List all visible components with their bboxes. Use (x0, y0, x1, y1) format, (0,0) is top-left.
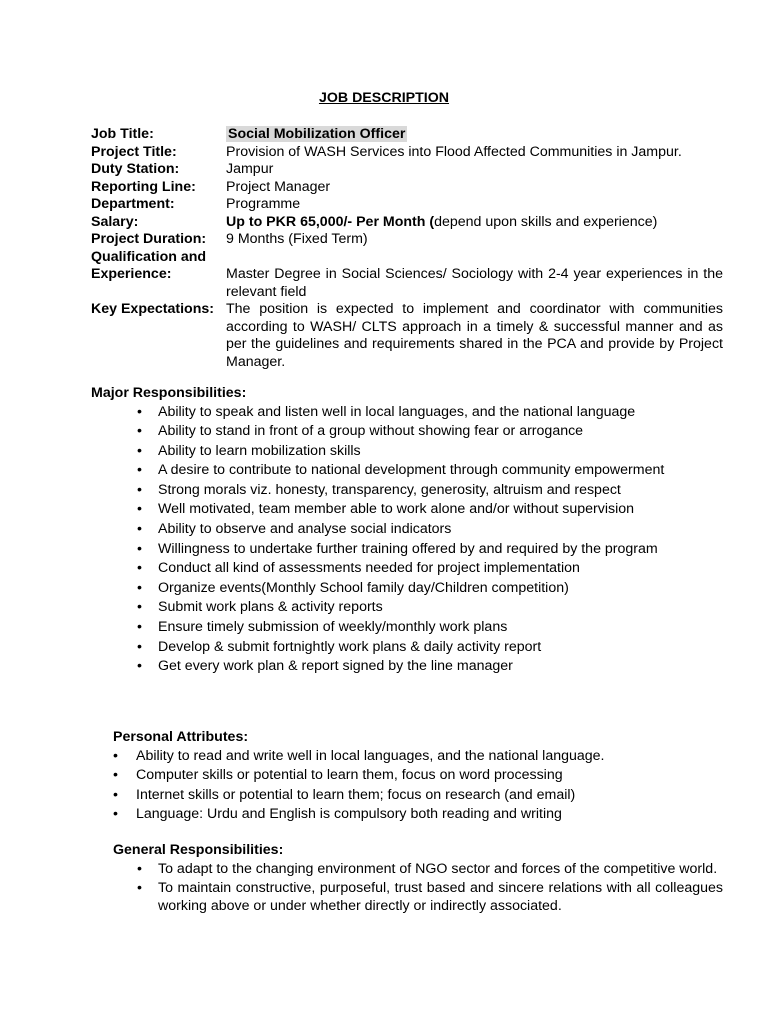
field-label: Department: (91, 196, 175, 212)
list-item-text: Develop & submit fortnightly work plans & daily activity report (158, 638, 542, 655)
list-item-text: To adapt to the changing environment of NGO sector and forces of the competitive world. (158, 860, 718, 877)
list-item (137, 462, 723, 480)
field-label: Reporting Line: (91, 178, 196, 195)
list-item-text: Ability to learn mobilization skills (158, 442, 361, 459)
list-item-text: Computer skills or potential to learn them, focus on word processing (136, 767, 563, 784)
field-label: Job Title: (91, 126, 154, 142)
bullet-icon: • (113, 806, 118, 823)
list-item-text: Strong morals viz. honesty, transparency, generosity, altruism and respect (158, 481, 621, 498)
general-responsibilities-section (113, 842, 723, 917)
bullet-icon: • (137, 442, 142, 459)
list-item (137, 501, 723, 519)
list-item-text: A desire to contribute to national development through community empowerment (158, 462, 665, 479)
list-item-text: Internet skills or potential to learn them; focus on research (and email) (136, 786, 576, 803)
field-label: Qualification and (91, 248, 207, 265)
list-item-text: Organize events(Monthly School family day/Children competition) (158, 579, 569, 596)
list-item (113, 786, 723, 805)
list-item (137, 860, 723, 879)
list-item-text: Ability to speak and listen well in local languages, and the national language (158, 403, 636, 420)
field-project-duration (91, 231, 723, 249)
list-item (137, 599, 723, 617)
bullet-icon: • (137, 599, 142, 616)
list-item (137, 540, 723, 559)
list-item (137, 423, 723, 441)
general-responsibilities-list (137, 860, 723, 916)
bullet-icon: • (137, 619, 142, 636)
section-heading: Major Responsibilities: (91, 385, 247, 401)
list-item-text: Ability to observe and analyse social indicators (158, 521, 452, 538)
list-item-text: To maintain constructive, purposeful, trust based and sincere relations with all colleagues working above or under whether directly or indirectly associated. (158, 880, 723, 914)
personal-attributes-list (113, 747, 723, 824)
bullet-icon: • (137, 560, 142, 577)
field-value: Master Degree in Social Sciences/ Sociology with 2-4 year experiences in the relevant field (226, 266, 723, 300)
job-info-table (91, 126, 723, 371)
field-label: Experience: (91, 266, 172, 282)
bullet-icon: • (137, 540, 142, 557)
bullet-icon: • (137, 860, 142, 877)
field-value: Project Manager (226, 178, 331, 195)
field-value: Jampur (226, 161, 274, 177)
list-item-text: Ability to read and write well in local languages, and the national language. (136, 747, 605, 764)
list-item-text: Well motivated, team member able to work alone and/or without supervision (158, 501, 635, 518)
list-item (137, 880, 723, 915)
personal-attributes-section (113, 729, 723, 826)
list-item (137, 619, 723, 637)
list-item (113, 767, 723, 785)
field-label: Duty Station: (91, 161, 180, 177)
field-label: Project Title: (91, 143, 177, 160)
bullet-icon: • (137, 423, 142, 440)
bullet-icon: • (137, 521, 142, 538)
bullet-icon: • (113, 747, 118, 764)
list-item-text: Ensure timely submission of weekly/monthly work plans (158, 619, 508, 636)
section-heading: Personal Attributes: (113, 729, 249, 745)
field-value: Programme (226, 196, 301, 212)
field-value: 9 Months (Fixed Term) (226, 231, 368, 247)
field-project-title (91, 144, 723, 162)
document-title: JOB DESCRIPTION (318, 90, 450, 106)
bullet-icon: • (137, 403, 142, 420)
section-heading: General Responsibilities: (113, 842, 284, 858)
bullet-icon: • (137, 880, 142, 897)
bullet-icon: • (113, 767, 118, 784)
list-item (137, 521, 723, 539)
field-department (91, 196, 723, 214)
major-responsibilities-section (91, 385, 723, 678)
field-value (226, 249, 723, 267)
salary-amount: Up to PKR 65,000/- Per Month ( (226, 213, 435, 230)
list-item (137, 481, 723, 500)
list-item-text: Language: Urdu and English is compulsory both reading and writing (136, 806, 562, 823)
list-item (137, 442, 723, 461)
bullet-icon: • (137, 658, 142, 675)
field-value: The position is expected to implement and coordinator with communities according to WASH/ CLTS approach in a timely & successful manner and as per the guidelines and requirements shared in the PCA and provide by Project Manager. (226, 301, 723, 370)
salary-note: depend upon skills and experience) (434, 213, 658, 230)
bullet-icon: • (137, 462, 142, 479)
field-salary (91, 214, 723, 232)
list-item (137, 579, 723, 598)
field-label: Salary: (91, 213, 139, 230)
bullet-icon: • (137, 638, 142, 655)
field-qualification-label (91, 249, 723, 267)
major-responsibilities-list (137, 403, 723, 676)
list-item-text: Willingness to undertake further training offered by and required by the program (158, 540, 658, 557)
field-reporting-line (91, 179, 723, 197)
field-duty-station (91, 161, 723, 179)
field-key-expectations (91, 301, 723, 371)
job-title-value: Social Mobilization Officer (228, 126, 406, 142)
list-item-text: Submit work plans & activity reports (158, 599, 383, 616)
bullet-icon: • (113, 786, 118, 803)
field-label: Project Duration: (91, 231, 207, 247)
list-item (137, 638, 723, 657)
bullet-icon: • (137, 501, 142, 518)
list-item-text: Get every work plan & report signed by the line manager (158, 658, 513, 675)
list-item-text: Ability to stand in front of a group without showing fear or arrogance (158, 423, 584, 440)
list-item (137, 560, 723, 578)
list-item (137, 403, 723, 422)
field-value: Provision of WASH Services into Flood Affected Communities in Jampur. (226, 143, 682, 160)
field-label: Key Expectations: (91, 301, 214, 317)
bullet-icon: • (137, 579, 142, 596)
field-experience (91, 266, 723, 301)
field-job-title (91, 126, 723, 144)
list-item (113, 747, 723, 766)
list-item (113, 806, 723, 824)
list-item (137, 658, 723, 676)
list-item-text: Conduct all kind of assessments needed for project implementation (158, 560, 580, 577)
bullet-icon: • (137, 481, 142, 498)
